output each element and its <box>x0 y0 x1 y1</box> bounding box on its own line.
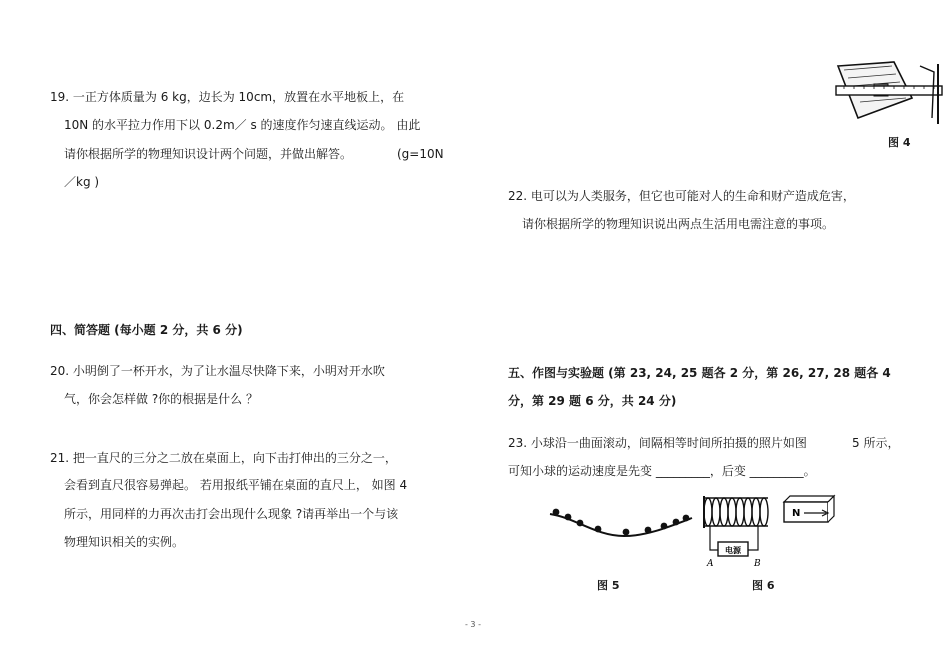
figure-5-caption: 图 5 <box>597 579 620 592</box>
q19-line3: 请你根据所学的物理知识设计两个问题，并做出解答。 <box>64 147 353 161</box>
figure-6-solenoid-circuit <box>696 492 836 570</box>
q21-line3: 所示，用同样的力再次击打会出现什么现象 ?请再举出一个与该 <box>64 507 399 521</box>
terminal-b-label: B <box>754 559 761 569</box>
figure-6-caption: 图 6 <box>752 579 775 592</box>
q19-line3-gravity: (g=10N <box>397 147 444 161</box>
figure-4-ruler-newspaper <box>834 58 946 126</box>
q19-line1: 19. 一正方体质量为 6 kg，边长为 10cm，放置在水平地板上，在 <box>50 90 405 104</box>
section4-heading: 四、简答题 (每小题 2 分，共 6 分) <box>50 323 243 337</box>
q23-line1-figref: 5 所示， <box>852 436 900 450</box>
q22-line2: 请你根据所学的物理知识说出两点生活用电需注意的事项。 <box>522 217 835 231</box>
q19-line2: 10N 的水平拉力作用下以 0.2m／ s 的速度作匀速直线运动。 由此 <box>64 118 421 132</box>
figure-5-rolling-ball <box>546 500 696 548</box>
section5-heading-line2: 分，第 29 题 6 分，共 24 分) <box>508 394 677 408</box>
q23-line1: 23. 小球沿一曲面滚动，间隔相等时间所拍摄的照片如图 <box>508 436 807 450</box>
figure-4-caption: 图 4 <box>888 136 911 149</box>
section5-heading-line1: 五、作图与实验题 (第 23, 24, 25 题各 2 分，第 26, 27, 28 题各 4 <box>508 366 891 380</box>
q20-line1: 20. 小明倒了一杯开水，为了让水温尽快降下来，小明对开水吹 <box>50 364 385 378</box>
q21-line1: 21. 把一直尺的三分之二放在桌面上，向下击打伸出的三分之一， <box>50 451 397 465</box>
q22-line1: 22. 电可以为人类服务，但它也可能对人的生命和财产造成危害， <box>508 189 855 203</box>
power-source-label: 电源 <box>725 546 741 555</box>
q23-line2: 可知小球的运动速度是先变 _________，后变 _________。 <box>508 464 816 478</box>
terminal-a-label: A <box>707 559 714 569</box>
page-number: - 3 - <box>465 620 481 629</box>
q19-line4: ／kg ) <box>64 175 100 189</box>
q20-line2: 气，你会怎样做 ?你的根据是什么 ？ <box>64 392 258 406</box>
q21-line4: 物理知识相关的实例。 <box>64 535 185 549</box>
q21-line2: 会看到直尺很容易弹起。 若用报纸平铺在桌面的直尺上， 如图 4 <box>64 478 408 492</box>
magnet-pole-label: N <box>792 508 801 519</box>
